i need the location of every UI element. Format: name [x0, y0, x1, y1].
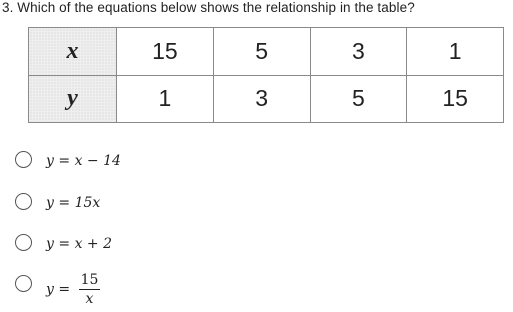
row-header-y: y: [29, 75, 117, 123]
table-cell: 3: [213, 75, 310, 123]
equation-c: [46, 236, 112, 252]
equation-lhs: y: [46, 195, 54, 211]
equation-rhs: x − 14: [74, 153, 121, 169]
equation-b: [46, 195, 100, 211]
question-text: 3. Which of the equations below shows the relationship in the table?: [2, 0, 415, 15]
equals-sign: =: [58, 153, 71, 169]
answer-choice-a[interactable]: [15, 151, 121, 169]
table-row-y: [29, 75, 504, 123]
equation-lhs: y: [46, 236, 54, 252]
table-cell: 1: [407, 28, 504, 76]
radio-button[interactable]: [15, 275, 32, 292]
radio-button[interactable]: [15, 151, 32, 168]
equation-rhs: x + 2: [74, 236, 112, 252]
table-cell: 5: [310, 75, 407, 123]
equals-sign: =: [58, 236, 71, 252]
table-cell: 15: [117, 28, 214, 76]
equation-a: [46, 153, 121, 169]
fraction-numerator: 15: [80, 272, 99, 288]
equation-rhs: 15x: [74, 195, 101, 211]
row-header-x: x: [29, 28, 117, 76]
radio-button[interactable]: [15, 234, 32, 251]
equation-d: [46, 272, 100, 307]
equals-sign: =: [58, 195, 71, 211]
equation-lhs: y: [46, 281, 54, 298]
answer-choice-c[interactable]: [15, 234, 112, 252]
table-cell: 5: [213, 28, 310, 76]
equals-sign: =: [58, 281, 71, 298]
table-row-x: [29, 28, 504, 76]
radio-button[interactable]: [15, 193, 32, 210]
answer-choice-b[interactable]: [15, 193, 101, 211]
answer-choice-d[interactable]: [15, 272, 99, 307]
equation-lhs: y: [46, 153, 54, 169]
table-cell: 15: [407, 75, 504, 123]
relationship-table: [28, 27, 504, 123]
fraction-denominator: x: [85, 291, 94, 307]
fraction: [79, 272, 101, 307]
table-cell: 1: [117, 75, 214, 123]
table-cell: 3: [310, 28, 407, 76]
